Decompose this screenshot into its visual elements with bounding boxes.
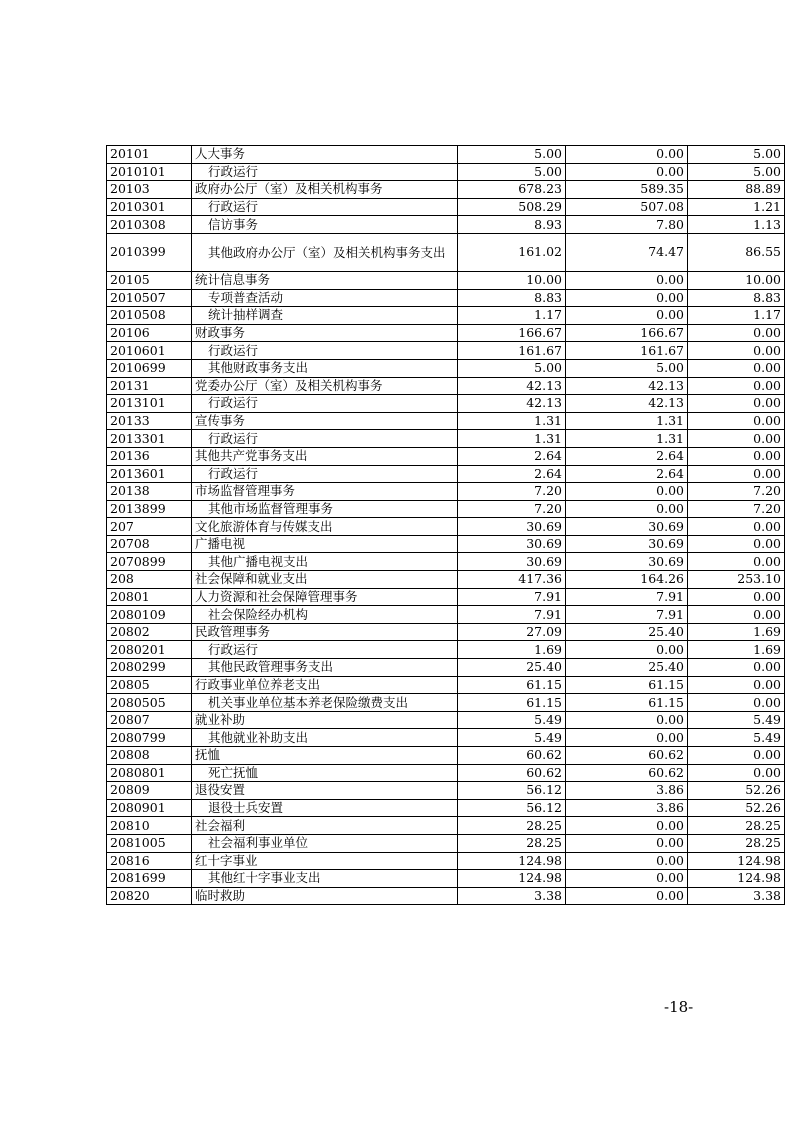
- name-cell: 死亡抚恤: [192, 764, 458, 782]
- project-cell: 0.00: [688, 395, 785, 413]
- table-row: [107, 817, 785, 835]
- table-row: [107, 359, 785, 377]
- total-cell: 7.20: [458, 500, 566, 518]
- project-cell: 7.20: [688, 500, 785, 518]
- name-cell: 退役士兵安置: [192, 799, 458, 817]
- table-row: [107, 500, 785, 518]
- project-cell: 28.25: [688, 834, 785, 852]
- project-cell: 0.00: [688, 412, 785, 430]
- basic-cell: 0.00: [566, 500, 688, 518]
- total-cell: 27.09: [458, 623, 566, 641]
- table-row: [107, 535, 785, 553]
- total-cell: 5.49: [458, 711, 566, 729]
- code-cell: 20816: [107, 852, 192, 870]
- project-cell: 0.00: [688, 764, 785, 782]
- code-cell: 2010308: [107, 216, 192, 234]
- total-cell: 61.15: [458, 676, 566, 694]
- total-cell: 5.00: [458, 359, 566, 377]
- project-cell: 0.00: [688, 447, 785, 465]
- table-row: [107, 852, 785, 870]
- basic-cell: 0.00: [566, 852, 688, 870]
- basic-cell: 0.00: [566, 729, 688, 747]
- table-row: [107, 430, 785, 448]
- total-cell: 60.62: [458, 747, 566, 765]
- basic-cell: 166.67: [566, 324, 688, 342]
- basic-cell: 1.31: [566, 412, 688, 430]
- project-cell: 124.98: [688, 852, 785, 870]
- basic-cell: 0.00: [566, 307, 688, 325]
- project-cell: 28.25: [688, 817, 785, 835]
- name-cell: 政府办公厅（室）及相关机构事务: [192, 181, 458, 199]
- name-cell: 行政运行: [192, 430, 458, 448]
- total-cell: 56.12: [458, 799, 566, 817]
- project-cell: 5.00: [688, 146, 785, 164]
- project-cell: 0.00: [688, 535, 785, 553]
- code-cell: 2013301: [107, 430, 192, 448]
- table-row: [107, 834, 785, 852]
- table-row: [107, 588, 785, 606]
- name-cell: 专项普查活动: [192, 289, 458, 307]
- basic-cell: 507.08: [566, 198, 688, 216]
- table-row: [107, 729, 785, 747]
- code-cell: 2013899: [107, 500, 192, 518]
- total-cell: 5.00: [458, 163, 566, 181]
- total-cell: 161.02: [458, 233, 566, 271]
- total-cell: 42.13: [458, 377, 566, 395]
- table-row: [107, 198, 785, 216]
- table-row: [107, 623, 785, 641]
- code-cell: 20802: [107, 623, 192, 641]
- code-cell: 20810: [107, 817, 192, 835]
- table-row: [107, 342, 785, 360]
- code-cell: 2080201: [107, 641, 192, 659]
- basic-cell: 0.00: [566, 271, 688, 289]
- project-cell: 0.00: [688, 465, 785, 483]
- code-cell: 20106: [107, 324, 192, 342]
- basic-cell: 5.00: [566, 359, 688, 377]
- name-cell: 统计信息事务: [192, 271, 458, 289]
- basic-cell: 0.00: [566, 834, 688, 852]
- code-cell: 2010508: [107, 307, 192, 325]
- code-cell: 20807: [107, 711, 192, 729]
- basic-cell: 0.00: [566, 483, 688, 501]
- code-cell: 208: [107, 571, 192, 589]
- name-cell: 红十字事业: [192, 852, 458, 870]
- project-cell: 10.00: [688, 271, 785, 289]
- total-cell: 30.69: [458, 535, 566, 553]
- basic-cell: 3.86: [566, 799, 688, 817]
- name-cell: 机关事业单位基本养老保险缴费支出: [192, 694, 458, 712]
- table-row: [107, 271, 785, 289]
- name-cell: 人大事务: [192, 146, 458, 164]
- total-cell: 8.83: [458, 289, 566, 307]
- project-cell: 0.00: [688, 747, 785, 765]
- table-row: [107, 799, 785, 817]
- basic-cell: 74.47: [566, 233, 688, 271]
- basic-cell: 0.00: [566, 711, 688, 729]
- total-cell: 28.25: [458, 834, 566, 852]
- code-cell: 20805: [107, 676, 192, 694]
- name-cell: 其他财政事务支出: [192, 359, 458, 377]
- name-cell: 其他广播电视支出: [192, 553, 458, 571]
- basic-cell: 7.80: [566, 216, 688, 234]
- budget-table: [106, 145, 785, 905]
- project-cell: 8.83: [688, 289, 785, 307]
- project-cell: 3.38: [688, 887, 785, 905]
- table-row: [107, 676, 785, 694]
- total-cell: 61.15: [458, 694, 566, 712]
- basic-cell: 0.00: [566, 289, 688, 307]
- project-cell: 1.69: [688, 623, 785, 641]
- project-cell: 5.49: [688, 711, 785, 729]
- code-cell: 20105: [107, 271, 192, 289]
- total-cell: 7.91: [458, 588, 566, 606]
- basic-cell: 161.67: [566, 342, 688, 360]
- code-cell: 20801: [107, 588, 192, 606]
- code-cell: 2080505: [107, 694, 192, 712]
- code-cell: 2010399: [107, 233, 192, 271]
- name-cell: 行政运行: [192, 163, 458, 181]
- total-cell: 124.98: [458, 852, 566, 870]
- code-cell: 2010699: [107, 359, 192, 377]
- total-cell: 508.29: [458, 198, 566, 216]
- name-cell: 其他市场监督管理事务: [192, 500, 458, 518]
- total-cell: 1.31: [458, 430, 566, 448]
- project-cell: 52.26: [688, 782, 785, 800]
- total-cell: 1.69: [458, 641, 566, 659]
- name-cell: 临时救助: [192, 887, 458, 905]
- table-row: [107, 377, 785, 395]
- table-row: [107, 289, 785, 307]
- name-cell: 其他民政管理事务支出: [192, 659, 458, 677]
- name-cell: 行政事业单位养老支出: [192, 676, 458, 694]
- project-cell: 0.00: [688, 553, 785, 571]
- basic-cell: 7.91: [566, 606, 688, 624]
- total-cell: 30.69: [458, 553, 566, 571]
- code-cell: 2010101: [107, 163, 192, 181]
- name-cell: 市场监督管理事务: [192, 483, 458, 501]
- name-cell: 社会福利事业单位: [192, 834, 458, 852]
- project-cell: 52.26: [688, 799, 785, 817]
- name-cell: 民政管理事务: [192, 623, 458, 641]
- name-cell: 广播电视: [192, 535, 458, 553]
- basic-cell: 0.00: [566, 641, 688, 659]
- basic-cell: 7.91: [566, 588, 688, 606]
- basic-cell: 30.69: [566, 553, 688, 571]
- basic-cell: 0.00: [566, 817, 688, 835]
- code-cell: 20103: [107, 181, 192, 199]
- table-row: [107, 711, 785, 729]
- total-cell: 5.00: [458, 146, 566, 164]
- basic-cell: 164.26: [566, 571, 688, 589]
- code-cell: 20708: [107, 535, 192, 553]
- project-cell: 0.00: [688, 588, 785, 606]
- basic-cell: 25.40: [566, 623, 688, 641]
- basic-cell: 25.40: [566, 659, 688, 677]
- code-cell: 2080901: [107, 799, 192, 817]
- project-cell: 7.20: [688, 483, 785, 501]
- project-cell: 5.49: [688, 729, 785, 747]
- table-row: [107, 412, 785, 430]
- table-row: [107, 764, 785, 782]
- table-row: [107, 694, 785, 712]
- table-row: [107, 747, 785, 765]
- code-cell: 2080109: [107, 606, 192, 624]
- project-cell: 1.21: [688, 198, 785, 216]
- basic-cell: 42.13: [566, 395, 688, 413]
- project-cell: 1.13: [688, 216, 785, 234]
- name-cell: 宣传事务: [192, 412, 458, 430]
- basic-cell: 61.15: [566, 694, 688, 712]
- name-cell: 行政运行: [192, 198, 458, 216]
- name-cell: 其他政府办公厅（室）及相关机构事务支出: [192, 233, 458, 271]
- total-cell: 30.69: [458, 518, 566, 536]
- name-cell: 其他红十字事业支出: [192, 870, 458, 888]
- basic-cell: 2.64: [566, 465, 688, 483]
- code-cell: 2080799: [107, 729, 192, 747]
- name-cell: 抚恤: [192, 747, 458, 765]
- project-cell: 0.00: [688, 377, 785, 395]
- project-cell: 253.10: [688, 571, 785, 589]
- table-row: [107, 659, 785, 677]
- total-cell: 7.20: [458, 483, 566, 501]
- total-cell: 2.64: [458, 447, 566, 465]
- basic-cell: 60.62: [566, 747, 688, 765]
- name-cell: 信访事务: [192, 216, 458, 234]
- total-cell: 5.49: [458, 729, 566, 747]
- name-cell: 行政运行: [192, 395, 458, 413]
- basic-cell: 42.13: [566, 377, 688, 395]
- name-cell: 行政运行: [192, 342, 458, 360]
- code-cell: 2010507: [107, 289, 192, 307]
- table-row: [107, 465, 785, 483]
- total-cell: 10.00: [458, 271, 566, 289]
- basic-cell: 1.31: [566, 430, 688, 448]
- name-cell: 退役安置: [192, 782, 458, 800]
- code-cell: 2013601: [107, 465, 192, 483]
- code-cell: 2080801: [107, 764, 192, 782]
- code-cell: 2070899: [107, 553, 192, 571]
- code-cell: 2010601: [107, 342, 192, 360]
- basic-cell: 0.00: [566, 163, 688, 181]
- table-row: [107, 163, 785, 181]
- name-cell: 人力资源和社会保障管理事务: [192, 588, 458, 606]
- table-row: [107, 870, 785, 888]
- table-row: [107, 233, 785, 271]
- code-cell: 2013101: [107, 395, 192, 413]
- project-cell: 0.00: [688, 518, 785, 536]
- project-cell: 1.17: [688, 307, 785, 325]
- total-cell: 124.98: [458, 870, 566, 888]
- total-cell: 1.31: [458, 412, 566, 430]
- project-cell: 5.00: [688, 163, 785, 181]
- name-cell: 其他共产党事务支出: [192, 447, 458, 465]
- project-cell: 0.00: [688, 324, 785, 342]
- project-cell: 86.55: [688, 233, 785, 271]
- table-row: [107, 307, 785, 325]
- project-cell: 124.98: [688, 870, 785, 888]
- code-cell: 20101: [107, 146, 192, 164]
- code-cell: 207: [107, 518, 192, 536]
- basic-cell: 0.00: [566, 870, 688, 888]
- code-cell: 20138: [107, 483, 192, 501]
- basic-cell: 589.35: [566, 181, 688, 199]
- project-cell: 0.00: [688, 676, 785, 694]
- code-cell: 2081005: [107, 834, 192, 852]
- total-cell: 3.38: [458, 887, 566, 905]
- project-cell: 0.00: [688, 359, 785, 377]
- basic-cell: 0.00: [566, 146, 688, 164]
- project-cell: 1.69: [688, 641, 785, 659]
- project-cell: 88.89: [688, 181, 785, 199]
- project-cell: 0.00: [688, 659, 785, 677]
- table-row: [107, 216, 785, 234]
- table-body: [107, 146, 785, 905]
- name-cell: 统计抽样调查: [192, 307, 458, 325]
- code-cell: 20820: [107, 887, 192, 905]
- table-row: [107, 483, 785, 501]
- name-cell: 财政事务: [192, 324, 458, 342]
- name-cell: 行政运行: [192, 641, 458, 659]
- project-cell: 0.00: [688, 606, 785, 624]
- project-cell: 0.00: [688, 430, 785, 448]
- table-row: [107, 887, 785, 905]
- name-cell: 文化旅游体育与传媒支出: [192, 518, 458, 536]
- basic-cell: 2.64: [566, 447, 688, 465]
- total-cell: 25.40: [458, 659, 566, 677]
- name-cell: 其他就业补助支出: [192, 729, 458, 747]
- basic-cell: 30.69: [566, 535, 688, 553]
- table-row: [107, 146, 785, 164]
- table-row: [107, 447, 785, 465]
- table-row: [107, 606, 785, 624]
- code-cell: 20136: [107, 447, 192, 465]
- code-cell: 20133: [107, 412, 192, 430]
- total-cell: 28.25: [458, 817, 566, 835]
- total-cell: 417.36: [458, 571, 566, 589]
- table-row: [107, 553, 785, 571]
- table-row: [107, 395, 785, 413]
- code-cell: 20809: [107, 782, 192, 800]
- table-row: [107, 641, 785, 659]
- total-cell: 2.64: [458, 465, 566, 483]
- total-cell: 60.62: [458, 764, 566, 782]
- name-cell: 社会福利: [192, 817, 458, 835]
- basic-cell: 30.69: [566, 518, 688, 536]
- code-cell: 20808: [107, 747, 192, 765]
- name-cell: 党委办公厅（室）及相关机构事务: [192, 377, 458, 395]
- name-cell: 社会保险经办机构: [192, 606, 458, 624]
- total-cell: 161.67: [458, 342, 566, 360]
- table-row: [107, 181, 785, 199]
- total-cell: 8.93: [458, 216, 566, 234]
- table-row: [107, 518, 785, 536]
- name-cell: 就业补助: [192, 711, 458, 729]
- basic-cell: 0.00: [566, 887, 688, 905]
- name-cell: 行政运行: [192, 465, 458, 483]
- basic-cell: 61.15: [566, 676, 688, 694]
- project-cell: 0.00: [688, 342, 785, 360]
- code-cell: 2081699: [107, 870, 192, 888]
- total-cell: 1.17: [458, 307, 566, 325]
- name-cell: 社会保障和就业支出: [192, 571, 458, 589]
- total-cell: 42.13: [458, 395, 566, 413]
- table-row: [107, 571, 785, 589]
- basic-cell: 3.86: [566, 782, 688, 800]
- total-cell: 166.67: [458, 324, 566, 342]
- basic-cell: 60.62: [566, 764, 688, 782]
- total-cell: 7.91: [458, 606, 566, 624]
- code-cell: 2080299: [107, 659, 192, 677]
- table-row: [107, 324, 785, 342]
- project-cell: 0.00: [688, 694, 785, 712]
- total-cell: 678.23: [458, 181, 566, 199]
- code-cell: 20131: [107, 377, 192, 395]
- total-cell: 56.12: [458, 782, 566, 800]
- code-cell: 2010301: [107, 198, 192, 216]
- page-number: -18-: [664, 998, 694, 1016]
- table-row: [107, 782, 785, 800]
